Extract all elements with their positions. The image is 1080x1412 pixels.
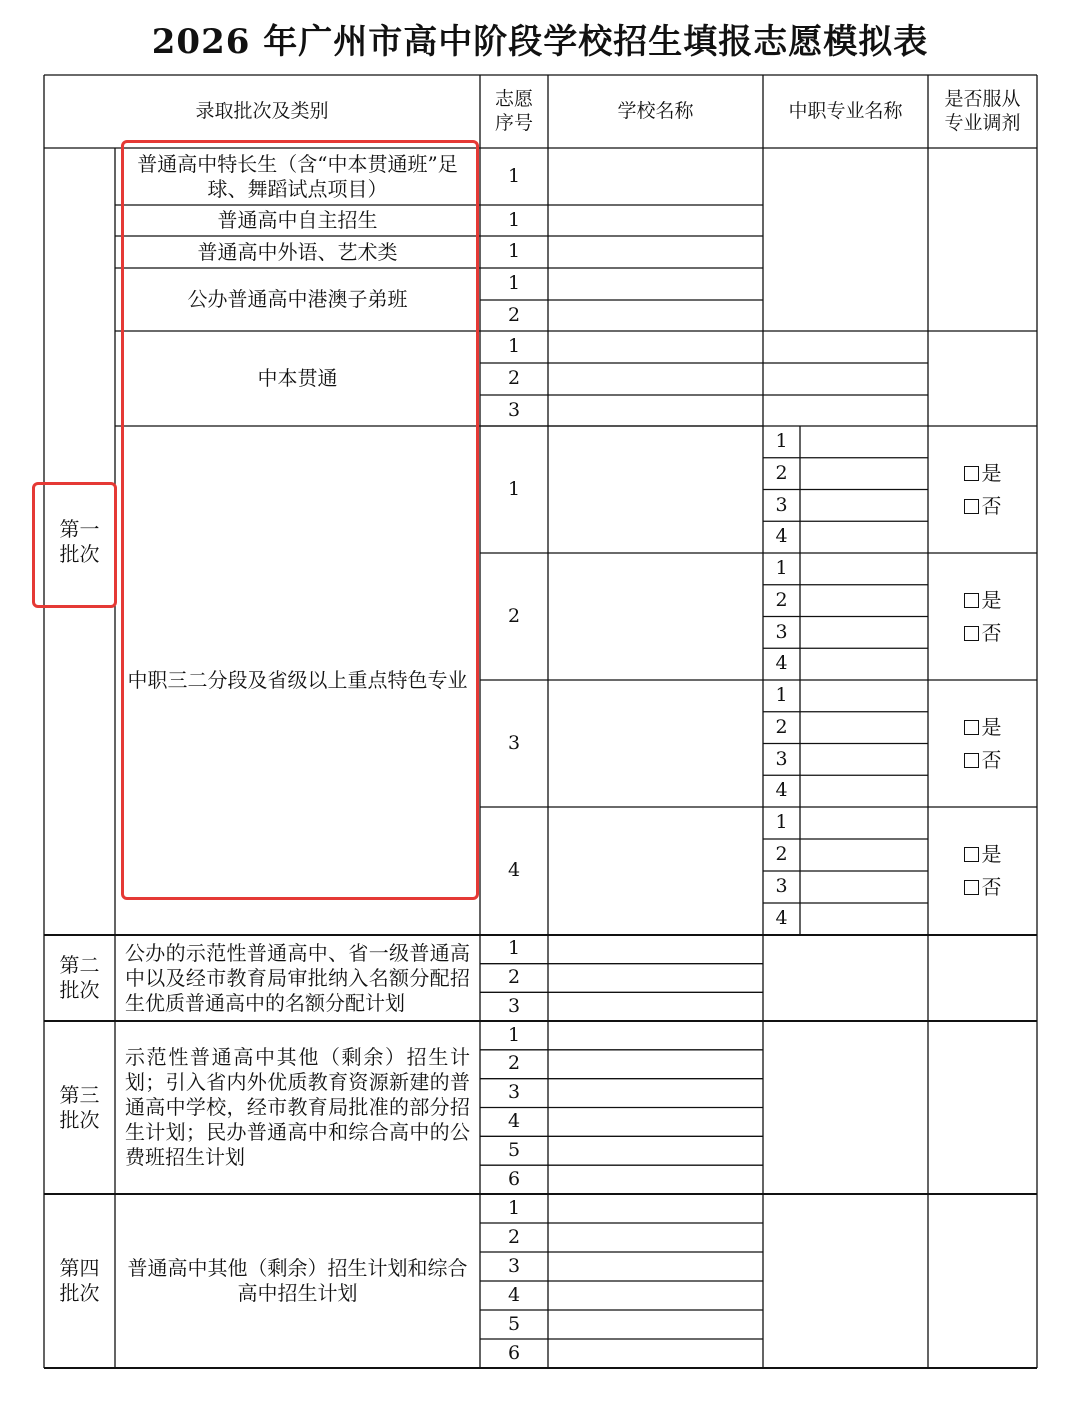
yes-checkbox[interactable] [964, 715, 1002, 740]
no-checkbox[interactable] [964, 494, 1002, 519]
major-number: 1 [775, 430, 788, 452]
major-number: 4 [775, 907, 788, 930]
major-number: 3 [775, 747, 788, 770]
order-number: 3 [507, 398, 521, 421]
order-number: 2 [507, 1225, 521, 1248]
major-number: 2 [775, 461, 788, 484]
checkbox-icon [964, 626, 979, 641]
major-number: 2 [775, 588, 788, 611]
yes-checkbox[interactable] [964, 461, 1002, 486]
order-number: 2 [507, 303, 521, 326]
batch2-label: 第二批次 [59, 953, 100, 1002]
yes-label: 是 [981, 714, 1002, 739]
checkbox-icon [964, 720, 979, 735]
major-number: 4 [775, 779, 788, 802]
header-order: 志愿序号 [494, 87, 533, 134]
header-school-name: 学校名称 [617, 99, 694, 122]
no-label: 否 [981, 875, 1002, 899]
order-number: 6 [507, 1341, 521, 1364]
yes-checkbox[interactable] [964, 842, 1002, 867]
order-number: 4 [507, 859, 521, 882]
adjust-options [928, 553, 1037, 680]
adjust-options [928, 807, 1037, 935]
batch1-vocational-category: 中职三二分段及省级以上重点特色专业 [127, 668, 468, 692]
batch4-label: 第四批次 [59, 1256, 100, 1305]
yes-label: 是 [981, 460, 1002, 485]
order-number: 2 [507, 966, 521, 989]
batch1-category-2: 普通高中自主招生 [217, 208, 378, 232]
checkbox-icon [964, 847, 979, 862]
order-number: 1 [507, 208, 521, 231]
adjust-options [928, 680, 1037, 807]
batch1-category-4: 公办普通高中港澳子弟班 [187, 287, 408, 311]
major-number: 3 [775, 875, 788, 898]
order-number: 3 [507, 1254, 521, 1277]
no-checkbox[interactable] [964, 748, 1002, 773]
adjust-options [928, 426, 1037, 553]
order-number: 1 [507, 477, 521, 500]
no-label: 否 [981, 620, 1002, 645]
order-number: 3 [507, 994, 521, 1017]
order-number: 1 [507, 937, 521, 960]
no-label: 否 [981, 747, 1002, 772]
major-number: 1 [775, 684, 788, 706]
major-number: 1 [775, 811, 788, 834]
major-number: 1 [775, 557, 788, 579]
major-number: 2 [775, 843, 788, 866]
order-number: 4 [507, 1283, 521, 1306]
batch3-category: 示范性普通高中其他（剩余）招生计划；引入省内外优质教育资源新建的普通高中学校，经市教育局批准的部分招生计划；民办普通高中和综合高中的公费班招生计划 [125, 1045, 470, 1169]
yes-label: 是 [981, 587, 1002, 612]
order-number: 1 [507, 1196, 521, 1219]
order-number: 4 [507, 1110, 521, 1133]
batch2-category: 公办的示范性普通高中、省一级普通高中以及经市教育局审批纳入名额分配招生优质普通高中的名额分配计划 [125, 940, 470, 1015]
batch1-category-3: 普通高中外语、艺术类 [197, 239, 398, 264]
checkbox-icon [964, 593, 979, 608]
no-label: 否 [981, 493, 1002, 518]
checkbox-icon [964, 499, 979, 514]
checkbox-icon [964, 753, 979, 768]
header-accept-adjustment: 是否服从专业调剂 [944, 87, 1021, 134]
order-number: 3 [507, 1081, 521, 1104]
batch1-category-5: 中本贯通 [257, 366, 338, 390]
order-number: 1 [507, 240, 521, 263]
major-number: 2 [775, 715, 788, 738]
order-number: 6 [507, 1167, 521, 1190]
order-number: 5 [507, 1138, 521, 1161]
header-category: 录取批次及类别 [195, 99, 329, 122]
major-number: 4 [775, 652, 788, 675]
page-title: 2026 年广州市高中阶段学校招生填报志愿模拟表 [151, 22, 929, 62]
yes-checkbox[interactable] [964, 588, 1002, 613]
batch1-category-1: 普通高中特长生（含“中本贯通班”足球、舞蹈试点项目） [137, 151, 458, 201]
batch4-category: 普通高中其他（剩余）招生计划和综合高中招生计划 [127, 1256, 468, 1305]
order-number: 5 [507, 1312, 521, 1335]
major-number: 4 [775, 525, 788, 548]
no-checkbox[interactable] [964, 621, 1002, 646]
order-number: 3 [507, 731, 521, 754]
major-number: 3 [775, 620, 788, 643]
order-number: 2 [507, 604, 521, 627]
order-number: 1 [507, 272, 521, 295]
no-checkbox[interactable] [964, 875, 1002, 900]
major-number: 3 [775, 493, 788, 516]
order-number: 1 [507, 335, 521, 358]
batch1-label: 第一批次 [59, 516, 100, 566]
header-vocational-major: 中职专业名称 [788, 99, 903, 122]
order-number: 2 [507, 1052, 521, 1075]
order-number: 1 [507, 164, 521, 187]
order-number: 1 [507, 1023, 521, 1046]
batch3-label: 第三批次 [59, 1082, 100, 1132]
order-number: 2 [507, 367, 521, 390]
checkbox-icon [964, 880, 979, 895]
yes-label: 是 [981, 842, 1002, 866]
checkbox-icon [964, 466, 979, 481]
